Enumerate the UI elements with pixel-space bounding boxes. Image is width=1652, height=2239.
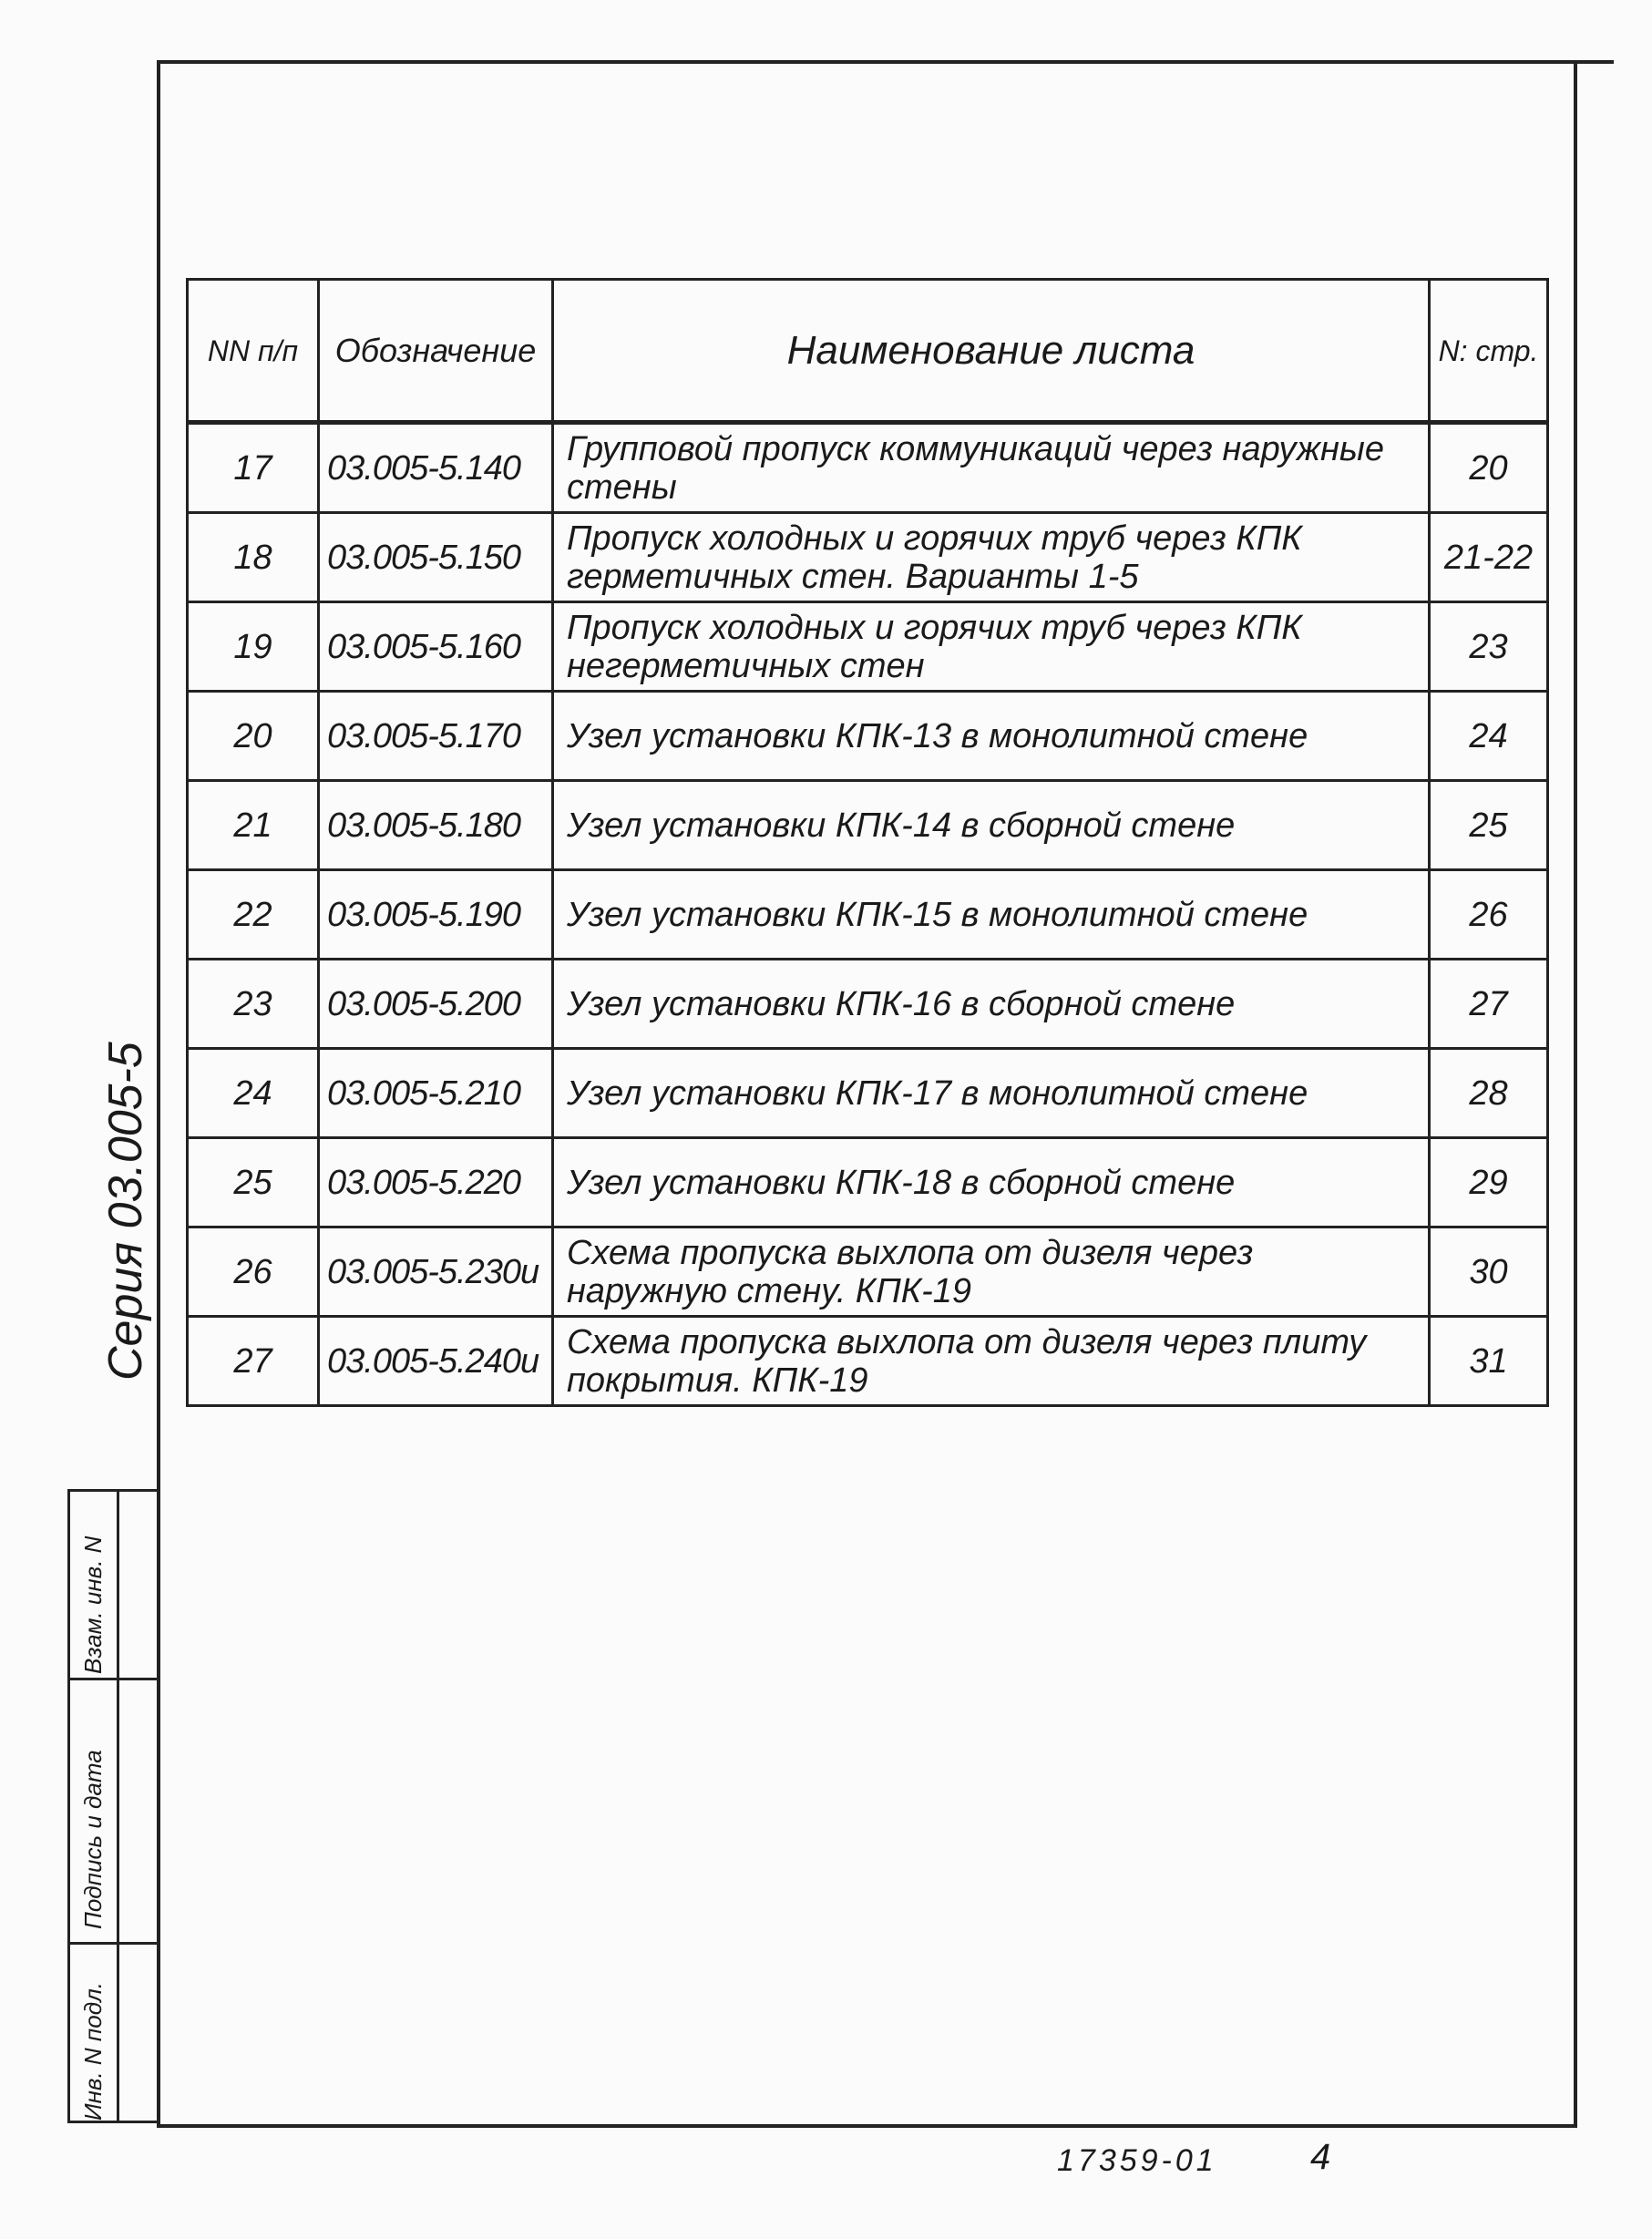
table-row bbox=[188, 602, 1548, 692]
row-page: 21-22 bbox=[1430, 513, 1548, 602]
row-page: 28 bbox=[1430, 1049, 1548, 1138]
row-code: 03.005-5.210 bbox=[319, 1049, 553, 1138]
row-page: 24 bbox=[1430, 692, 1548, 781]
row-code: 03.005-5.190 bbox=[319, 870, 553, 960]
table-row bbox=[188, 513, 1548, 602]
row-number: 24 bbox=[188, 1049, 319, 1138]
document-number: 17359-01 bbox=[1057, 2143, 1217, 2178]
row-page: 20 bbox=[1430, 423, 1548, 513]
row-name: Узел установки КПК-18 в сборной стене bbox=[553, 1138, 1430, 1227]
row-code: 03.005-5.160 bbox=[319, 602, 553, 692]
row-number: 25 bbox=[188, 1138, 319, 1227]
table-row bbox=[188, 1049, 1548, 1138]
stamp-inv-label: Инв. N подл. bbox=[79, 1982, 107, 2121]
row-number: 22 bbox=[188, 870, 319, 960]
row-page: 26 bbox=[1430, 870, 1548, 960]
row-page: 25 bbox=[1430, 781, 1548, 870]
row-number: 20 bbox=[188, 692, 319, 781]
row-name: Групповой пропуск коммуникаций через наружные стены bbox=[553, 423, 1430, 513]
stamp-podpis-label: Подпись и дата bbox=[79, 1750, 107, 1929]
series-label: Серия 03.005-5 bbox=[99, 1042, 152, 1381]
row-code: 03.005-5.200 bbox=[319, 960, 553, 1049]
row-name: Схема пропуска выхлопа от дизеля через плиту покрытия. КПК-19 bbox=[553, 1317, 1430, 1406]
table-row bbox=[188, 870, 1548, 960]
row-page: 27 bbox=[1430, 960, 1548, 1049]
row-code: 03.005-5.170 bbox=[319, 692, 553, 781]
header-page: N: стр. bbox=[1430, 280, 1548, 423]
row-page: 23 bbox=[1430, 602, 1548, 692]
row-code: 03.005-5.180 bbox=[319, 781, 553, 870]
header-num: NN п/п bbox=[188, 280, 319, 423]
row-number: 21 bbox=[188, 781, 319, 870]
row-page: 30 bbox=[1430, 1227, 1548, 1317]
row-number: 19 bbox=[188, 602, 319, 692]
table-row bbox=[188, 1227, 1548, 1317]
row-page: 29 bbox=[1430, 1138, 1548, 1227]
table-header bbox=[188, 280, 1548, 423]
table-row bbox=[188, 781, 1548, 870]
sheet-list-table bbox=[186, 278, 1549, 1407]
row-number: 26 bbox=[188, 1227, 319, 1317]
row-name: Пропуск холодных и горячих труб через КПК герметичных стен. Варианты 1-5 bbox=[553, 513, 1430, 602]
row-code: 03.005-5.140 bbox=[319, 423, 553, 513]
row-page: 31 bbox=[1430, 1317, 1548, 1406]
row-name: Узел установки КПК-16 в сборной стене bbox=[553, 960, 1430, 1049]
row-name: Пропуск холодных и горячих труб через КПК негерметичных стен bbox=[553, 602, 1430, 692]
row-code: 03.005-5.240и bbox=[319, 1317, 553, 1406]
stamp-vzam-label: Взам. инв. N bbox=[79, 1535, 107, 1674]
frame-line bbox=[1577, 60, 1614, 64]
row-name: Узел установки КПК-17 в монолитной стене bbox=[553, 1049, 1430, 1138]
row-number: 23 bbox=[188, 960, 319, 1049]
row-name: Схема пропуска выхлопа от дизеля через наружную стену. КПК-19 bbox=[553, 1227, 1430, 1317]
row-name: Узел установки КПК-15 в монолитной стене bbox=[553, 870, 1430, 960]
table-row bbox=[188, 960, 1548, 1049]
row-code: 03.005-5.230и bbox=[319, 1227, 553, 1317]
row-code: 03.005-5.220 bbox=[319, 1138, 553, 1227]
row-name: Узел установки КПК-13 в монолитной стене bbox=[553, 692, 1430, 781]
row-number: 17 bbox=[188, 423, 319, 513]
header-name: Наименование листа bbox=[553, 280, 1430, 423]
row-name: Узел установки КПК-14 в сборной стене bbox=[553, 781, 1430, 870]
row-number: 18 bbox=[188, 513, 319, 602]
row-code: 03.005-5.150 bbox=[319, 513, 553, 602]
table-row bbox=[188, 1138, 1548, 1227]
row-number: 27 bbox=[188, 1317, 319, 1406]
table-row bbox=[188, 423, 1548, 513]
side-stamp bbox=[67, 1489, 159, 2123]
table-row bbox=[188, 692, 1548, 781]
header-code: Обозначение bbox=[319, 280, 553, 423]
page-number: 4 bbox=[1310, 2137, 1331, 2177]
table-row bbox=[188, 1317, 1548, 1406]
